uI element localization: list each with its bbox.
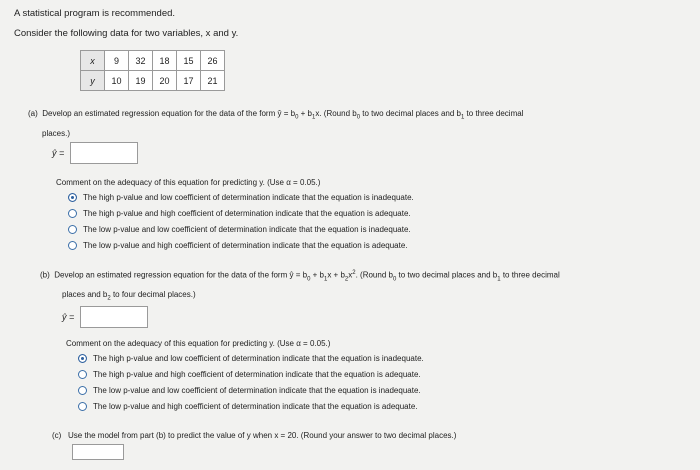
table-cell: 20 xyxy=(153,71,177,91)
part-a-answer-row xyxy=(52,142,138,164)
part-a-option-3[interactable]: The low p-value and low coefficient of determination indicate that the equation is inadequate. xyxy=(68,225,411,234)
table-cell: 26 xyxy=(201,51,225,71)
radio-icon[interactable] xyxy=(68,225,77,234)
part-a-answer-label: ŷ = xyxy=(52,148,65,158)
table-cell: 17 xyxy=(177,71,201,91)
table-cell: 32 xyxy=(129,51,153,71)
table-cell: 18 xyxy=(153,51,177,71)
table-row-x xyxy=(81,51,225,71)
part-c-question: (c) Use the model from part (b) to predict the value of y when x = 20. (Round your answer to two decimal places.) xyxy=(52,431,457,440)
part-b-answer-label: ŷ = xyxy=(62,312,75,322)
part-b-answer-input[interactable] xyxy=(80,306,148,328)
part-a-answer-input[interactable] xyxy=(70,142,138,164)
part-a-option-2[interactable]: The high p-value and high coefficient of determination indicate that the equation is adequate. xyxy=(68,209,411,218)
part-c-answer-input[interactable] xyxy=(72,444,124,460)
table-row-y xyxy=(81,71,225,91)
radio-selected-icon[interactable] xyxy=(68,193,77,202)
radio-icon[interactable] xyxy=(68,209,77,218)
table-cell: 21 xyxy=(201,71,225,91)
part-b-option-3[interactable]: The low p-value and low coefficient of determination indicate that the equation is inadequate. xyxy=(78,386,421,395)
radio-icon[interactable] xyxy=(68,241,77,250)
radio-icon[interactable] xyxy=(78,386,87,395)
radio-icon[interactable] xyxy=(78,402,87,411)
table-cell: 19 xyxy=(129,71,153,91)
radio-selected-icon[interactable] xyxy=(78,354,87,363)
table-header-x: x xyxy=(81,51,105,71)
part-a-option-1[interactable]: The high p-value and low coefficient of determination indicate that the equation is inadequate. xyxy=(68,193,414,202)
part-a-comment: Comment on the adequacy of this equation for predicting y. (Use α = 0.05.) xyxy=(56,178,321,187)
part-b-answer-row xyxy=(62,306,148,328)
data-table xyxy=(80,50,225,91)
table-cell: 15 xyxy=(177,51,201,71)
part-b-option-1[interactable]: The high p-value and low coefficient of determination indicate that the equation is inadequate. xyxy=(78,354,424,363)
intro-line-2: Consider the following data for two variables, x and y. xyxy=(14,28,239,39)
part-b-question: (b) Develop an estimated regression equation for the data of the form ŷ = $b_0 + b_1x + b_2x^2$. (Round $b_0$ to two decimal places and $b_1$ to three decimal places and $b_2$ to four decimal places.) xyxy=(40,270,560,302)
part-b-option-4[interactable]: The low p-value and high coefficient of determination indicate that the equation is adequate. xyxy=(78,402,418,411)
intro-line-1: A statistical program is recommended. xyxy=(14,8,176,19)
table-cell: 10 xyxy=(105,71,129,91)
table-cell: 9 xyxy=(105,51,129,71)
radio-icon[interactable] xyxy=(78,370,87,379)
part-b-option-2[interactable]: The high p-value and high coefficient of determination indicate that the equation is adequate. xyxy=(78,370,421,379)
part-b-comment: Comment on the adequacy of this equation for predicting y. (Use α = 0.05.) xyxy=(66,339,331,348)
part-a-question: (a) Develop an estimated regression equation for the data of the form ŷ = $b_0 + b_1x$. (Round $b_0$ to two decimal places and $b_1$ to three decimal places.) xyxy=(28,109,524,138)
table-header-y: y xyxy=(81,71,105,91)
part-a-option-4[interactable]: The low p-value and high coefficient of determination indicate that the equation is adequate. xyxy=(68,241,408,250)
